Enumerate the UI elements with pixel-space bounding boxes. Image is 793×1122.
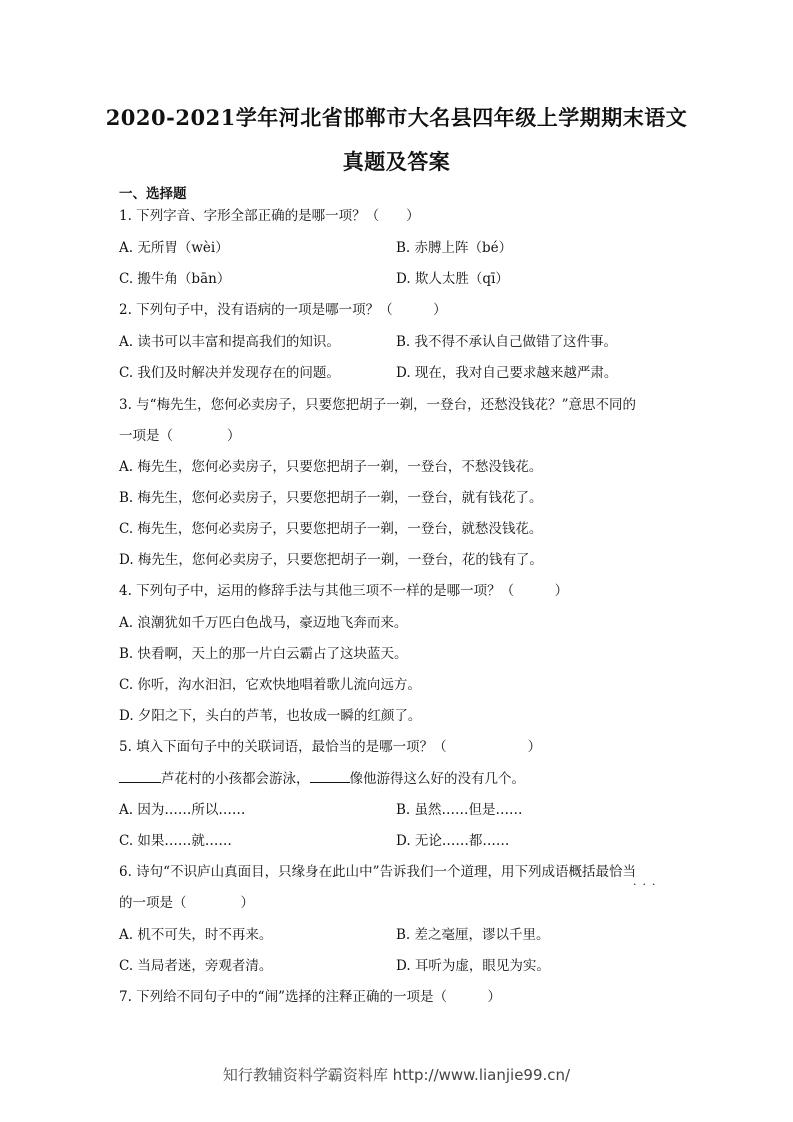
question-5-option-c: C. 如果……就…… <box>119 833 232 849</box>
document-title-line1: 2020-2021学年河北省邯郸市大名县四年级上学期期末语文 <box>105 105 688 130</box>
question-4-option-b: B. 快看啊，天上的那一片白云霸占了这块蓝天。 <box>119 646 408 662</box>
question-5-option-b: B. 虽然……但是…… <box>396 802 523 818</box>
question-4-stem: 4. 下列句子中，运用的修辞手法与其他三项不一样的是哪一项？（ ） <box>119 583 569 599</box>
question-6-option-a: A. 机不可失，时不再来。 <box>119 927 273 943</box>
question-1-option-d: D. 欺人太胜（qī） <box>396 271 509 287</box>
question-2-option-a: A. 读书可以丰富和提高我们的知识。 <box>119 334 340 350</box>
question-3-option-d: D. 梅先生，您何必卖房子，只要您把胡子一剃，一登台，花的钱有了。 <box>119 552 543 568</box>
question-4-option-a: A. 浪潮犹如千万匹白色战马，豪迈地飞奔而来。 <box>119 615 408 631</box>
question-5-stem: 5. 填入下面句子中的关联词语，最恰当的是哪一项？（ ） <box>119 739 542 755</box>
page-footer-watermark: 知行教辅资料学霸资料库 http://www.lianjie99.cn/ <box>222 1066 571 1084</box>
question-6-stem-line2: 的一项是（ ） <box>119 895 254 911</box>
question-2-option-b: B. 我不得不承认自己做错了这件事。 <box>396 334 618 350</box>
question-5-sentence <box>119 770 525 787</box>
document-title-line2: 真题及答案 <box>342 149 451 174</box>
emphasis-dots: ··· <box>633 878 662 891</box>
question-4-option-d: D. 夕阳之下，头白的芦苇，也妆成一瞬的红颜了。 <box>119 708 422 724</box>
section-heading: 一、选择题 <box>119 186 187 202</box>
question-3-stem-line1: 3. 与“梅先生，您何必卖房子，只要您把胡子一剃，一登台，还愁没钱花？”意思不同的 <box>119 397 636 413</box>
question-1-option-b: B. 赤膊上阵（bé） <box>396 240 513 256</box>
question-1-stem: 1. 下列字音、字形全部正确的是哪一项？（ ） <box>119 208 420 224</box>
question-2-stem: 2. 下列句子中，没有语病的一项是哪一项？（ ） <box>119 302 447 318</box>
answer-blank-2[interactable] <box>310 770 350 783</box>
question-6-stem-line1: 6. 诗句“不识庐山真面目，只缘身在此山中”告诉我们一个道理，用下列成语概括最恰当 <box>119 864 636 880</box>
question-3-option-c: C. 梅先生，您何必卖房子，只要您把胡子一剃，一登台，就愁没钱花。 <box>119 521 543 537</box>
question-1-option-c: C. 搬牛角（bān） <box>119 271 231 287</box>
question-5-option-a: A. 因为……所以…… <box>119 802 246 818</box>
question-5-option-d: D. 无论……都…… <box>396 833 510 849</box>
question-5-sentence-middle: 芦花村的小孩都会游泳， <box>161 771 310 787</box>
question-1-option-a: A. 无所胃（wèi） <box>119 240 229 256</box>
question-6-option-b: B. 差之毫厘，谬以千里。 <box>396 927 550 943</box>
question-3-option-b: B. 梅先生，您何必卖房子，只要您把胡子一剃，一登台，就有钱花了。 <box>119 490 543 506</box>
question-4-option-c: C. 你听，沟水汩汩，它欢快地唱着歌儿流向远方。 <box>119 677 421 693</box>
question-3-option-a: A. 梅先生，您何必卖房子，只要您把胡子一剃，一登台，不愁没钱花。 <box>119 459 543 475</box>
question-3-stem-line2: 一项是（ ） <box>119 428 241 444</box>
question-5-sentence-end: 像他游得这么好的没有几个。 <box>349 771 525 787</box>
question-6-option-c: C. 当局者迷，旁观者清。 <box>119 958 273 974</box>
question-2-option-d: D. 现在，我对自己要求越来越严肃。 <box>396 365 618 381</box>
question-6-option-d: D. 耳听为虚，眼见为实。 <box>396 958 550 974</box>
question-2-option-c: C. 我们及时解决并发现存在的问题。 <box>119 365 340 381</box>
question-7-stem: 7. 下列给不同句子中的“闹”选择的注释正确的一项是（ ） <box>119 989 501 1005</box>
answer-blank-1[interactable] <box>119 770 161 783</box>
